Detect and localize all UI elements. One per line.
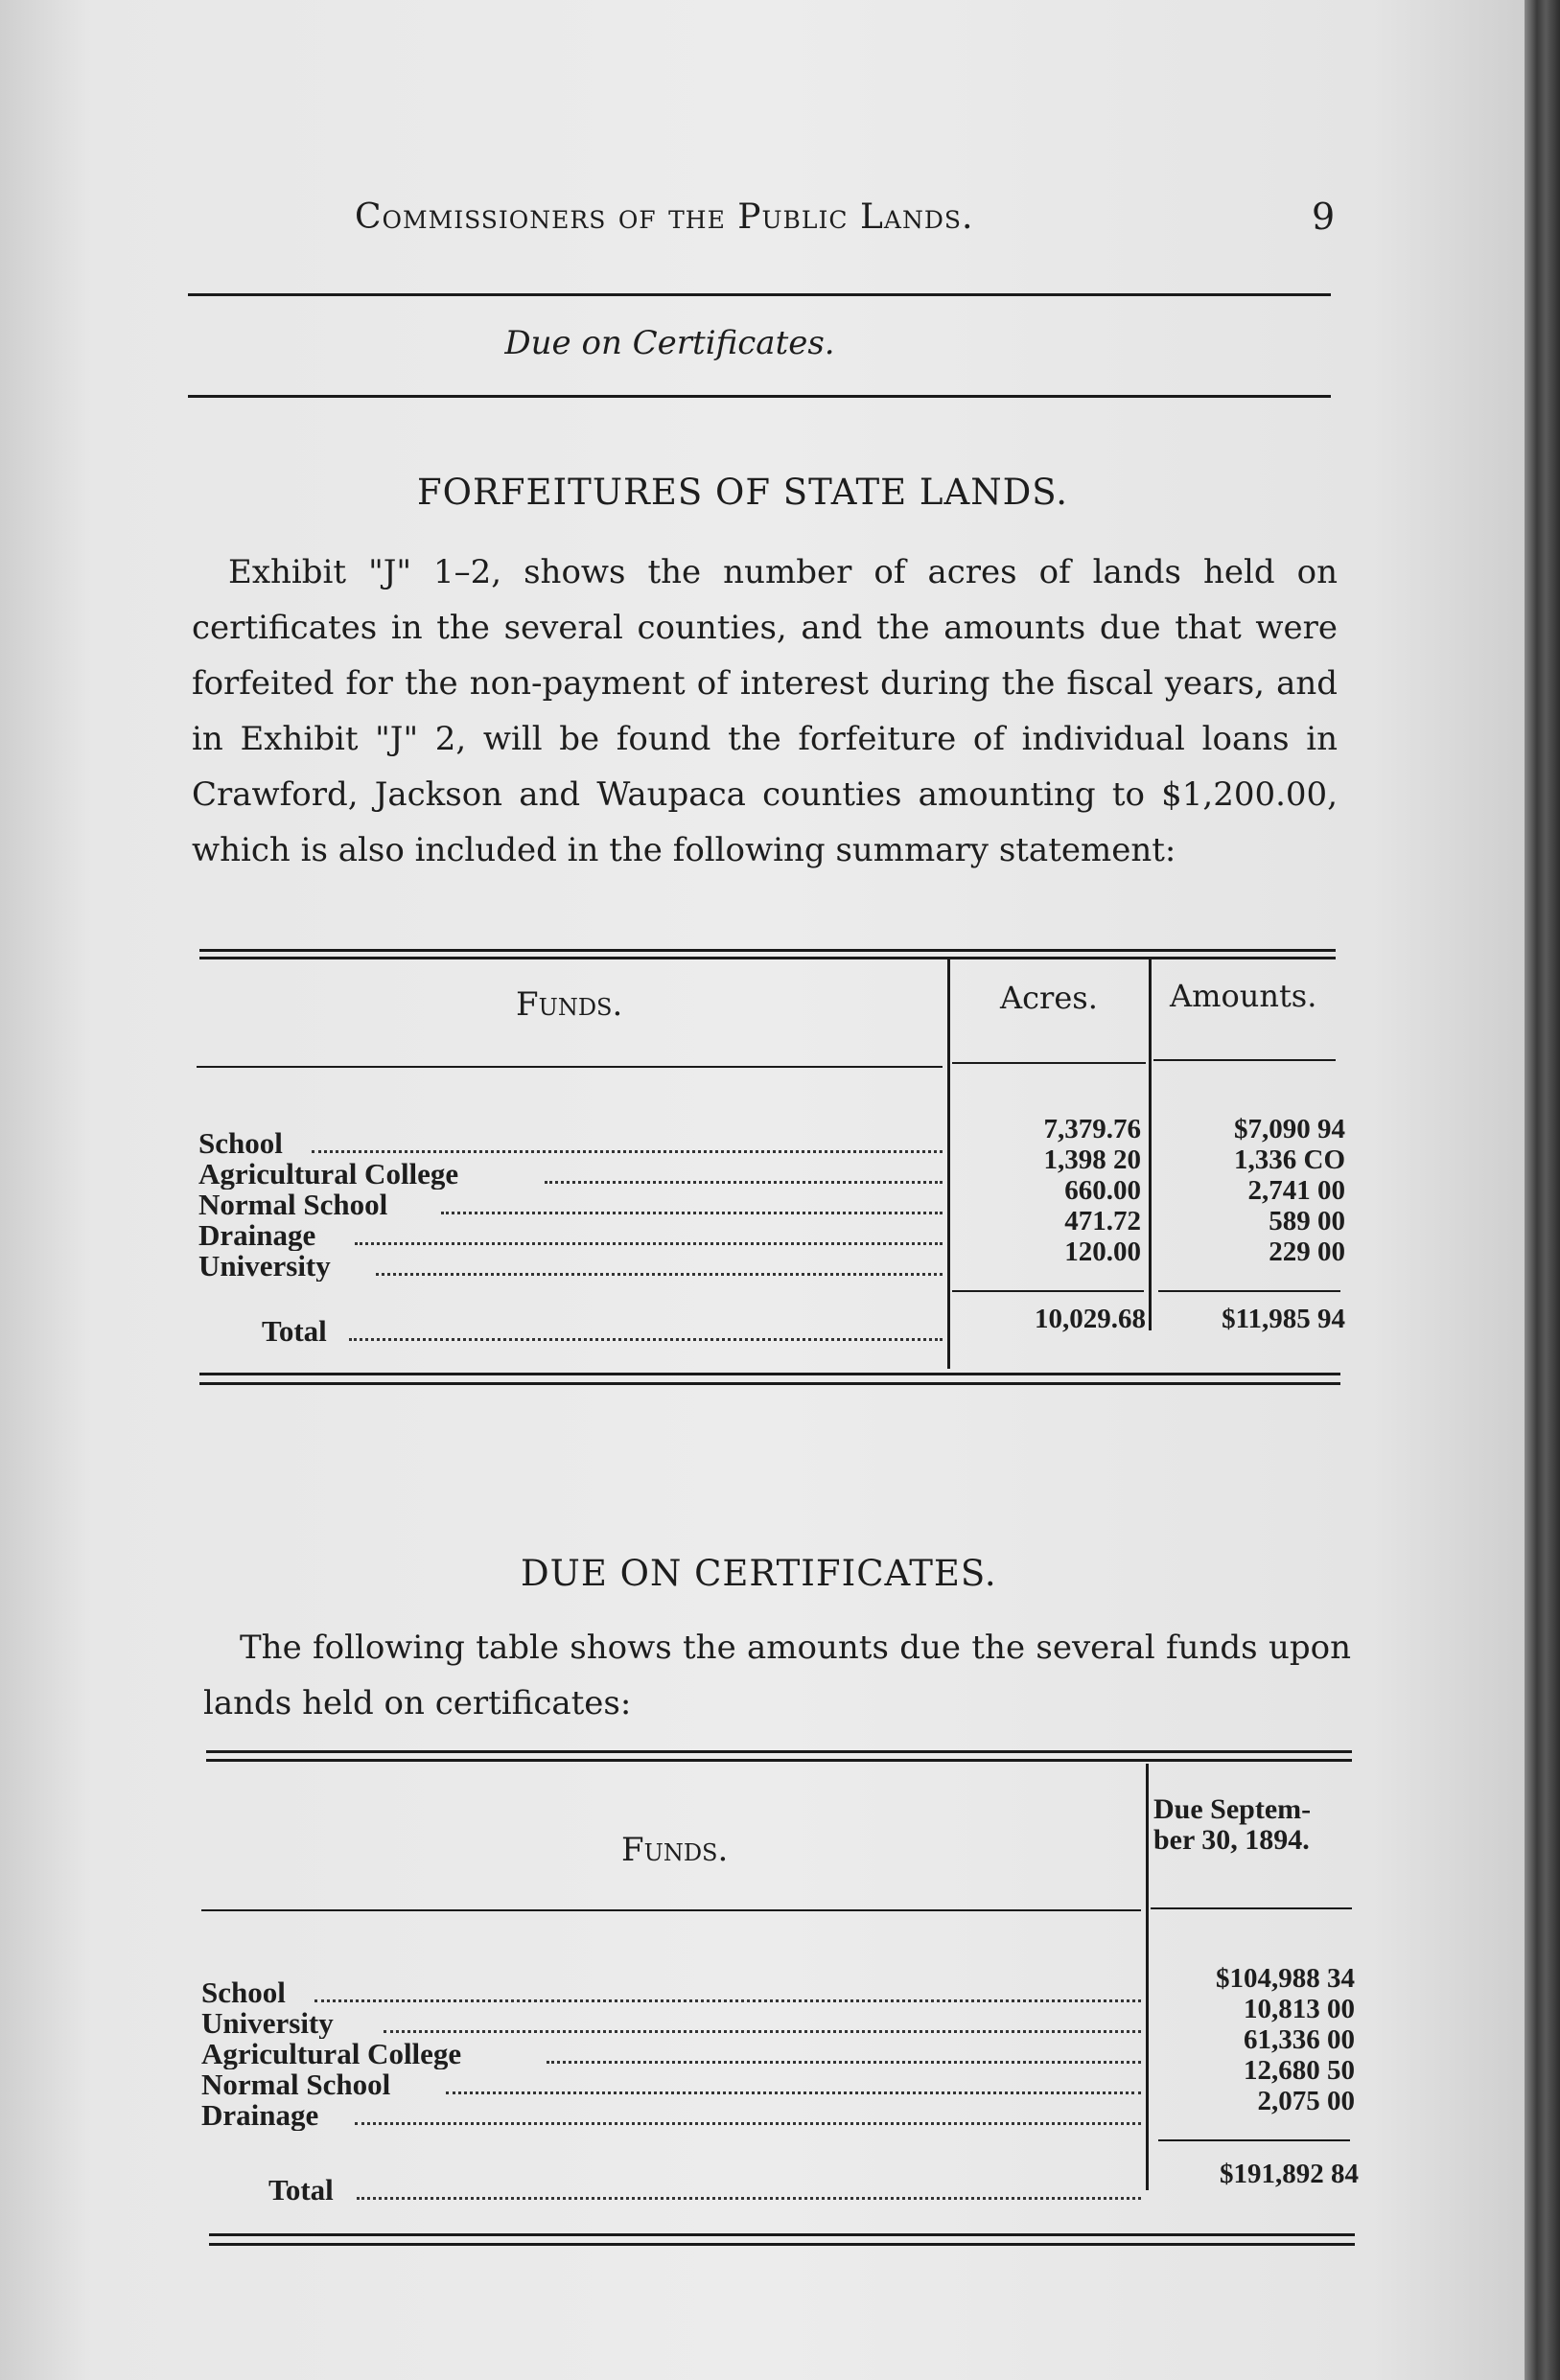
dot-leader [376, 1273, 943, 1276]
table1-row-acres: 7,379.76 [1043, 1114, 1141, 1144]
table2-sum-rule [1158, 2139, 1350, 2141]
table1-bottom-rule-2 [199, 1382, 1340, 1385]
table1-total-acres: 10,029.68 [1035, 1304, 1146, 1334]
dot-leader [545, 1181, 943, 1184]
table1-row-amount: 1,336 CO [1234, 1144, 1345, 1175]
dot-leader [312, 1150, 943, 1153]
table1-row-amount: 2,741 00 [1247, 1175, 1345, 1206]
table2-row-fund: Normal School [201, 2068, 391, 2100]
table1-total-label: Total [262, 1315, 327, 1347]
table1-header-funds: Funds. [516, 985, 623, 1024]
table1-top-rule-2 [199, 957, 1336, 959]
running-title: Due on Certificates. [504, 324, 835, 362]
table1-row-amount: $7,090 94 [1234, 1114, 1345, 1144]
table1-row-fund: University [198, 1250, 331, 1282]
table2-row-fund: Drainage [201, 2099, 319, 2131]
table2-row-amount: 61,336 00 [1244, 2024, 1355, 2055]
table1-sum-rule-acres [952, 1290, 1144, 1292]
header-rule-bottom [188, 395, 1331, 398]
table2-header-due: Due Septem- ber 30, 1894. [1153, 1793, 1312, 1856]
table2-total-amount: $191,892 84 [1220, 2159, 1359, 2189]
page-header-title: Commissioners of the Public Lands. [355, 197, 974, 237]
table1-total-amount: $11,985 94 [1222, 1304, 1345, 1334]
table1-header-acres: Acres. [1000, 980, 1098, 1016]
table1-header-rule-funds [197, 1066, 943, 1068]
table1-row-amount: 229 00 [1269, 1236, 1345, 1267]
table2-total-label: Total [268, 2174, 334, 2206]
due-heading: DUE ON CERTIFICATES. [521, 1553, 997, 1594]
table1-header-amounts: Amounts. [1170, 978, 1317, 1014]
table2-bottom-rule-2 [209, 2243, 1355, 2246]
table1-bottom-rule-1 [199, 1373, 1340, 1375]
table2-row-amount: $104,988 34 [1216, 1963, 1355, 1994]
table2-row-fund: University [201, 2007, 334, 2039]
table1-row-fund: Drainage [198, 1219, 316, 1251]
table2-bottom-rule-1 [209, 2233, 1355, 2236]
table2-row-fund: Agricultural College [201, 2038, 462, 2069]
table2-row-amount: 12,680 50 [1244, 2055, 1355, 2086]
table2-row-fund: School [201, 1976, 286, 2008]
table1-row-acres: 660.00 [1064, 1175, 1141, 1206]
dot-leader [547, 2061, 1141, 2064]
table1-header-rule-amounts [1153, 1059, 1336, 1061]
page-number: 9 [1312, 196, 1336, 238]
table2-header-rule-funds [201, 1909, 1141, 1911]
dot-leader [355, 1242, 943, 1245]
table2-row-amount: 10,813 00 [1244, 1994, 1355, 2024]
table1-col-divider-1 [947, 959, 950, 1369]
due-paragraph: The following table shows the amounts due the several funds upon lands held on certificates: [203, 1629, 1351, 1722]
dot-leader [314, 1999, 1141, 2002]
dot-leader [384, 2030, 1141, 2033]
table1-row-acres: 471.72 [1064, 1206, 1141, 1236]
dot-leader [441, 1212, 943, 1214]
table1-top-rule-1 [199, 949, 1336, 952]
table1-sum-rule-amounts [1158, 1290, 1340, 1292]
table1-row-fund: Agricultural College [198, 1158, 459, 1190]
table1-header-rule-acres [952, 1062, 1146, 1064]
table2-top-rule-2 [206, 1759, 1352, 1762]
table1-row-acres: 120.00 [1064, 1236, 1141, 1267]
table2-col-divider [1146, 1764, 1149, 2190]
table1-col-divider-2 [1149, 959, 1152, 1330]
header-rule-top [188, 293, 1331, 296]
table1-row-fund: Normal School [198, 1189, 388, 1220]
table2-row-amount: 2,075 00 [1257, 2086, 1355, 2116]
table2-header-funds: Funds. [621, 1831, 729, 1869]
table2-header-rule-due [1151, 1907, 1352, 1909]
table1-row-acres: 1,398 20 [1043, 1144, 1141, 1175]
forfeitures-heading: FORFEITURES OF STATE LANDS. [417, 472, 1069, 513]
dot-leader [349, 1338, 943, 1341]
forfeitures-paragraph: Exhibit "J" 1–2, shows the number of acres of lands held on certificates in the several counties, and the amounts due that were forfeited for the non-payment of interest during the fiscal years, and in Exhibit "J" 2, will be found the forfeiture of individual loans in Crawford, Jackson and Waupaca counties amounting to $1,200.00, which is also included in the following summary statement: [192, 553, 1338, 869]
dot-leader [446, 2091, 1141, 2094]
table1-row-fund: School [198, 1127, 283, 1159]
table1-row-amount: 589 00 [1269, 1206, 1345, 1236]
dot-leader [355, 2122, 1141, 2125]
table2-top-rule-1 [206, 1750, 1352, 1753]
dot-leader [357, 2197, 1141, 2200]
